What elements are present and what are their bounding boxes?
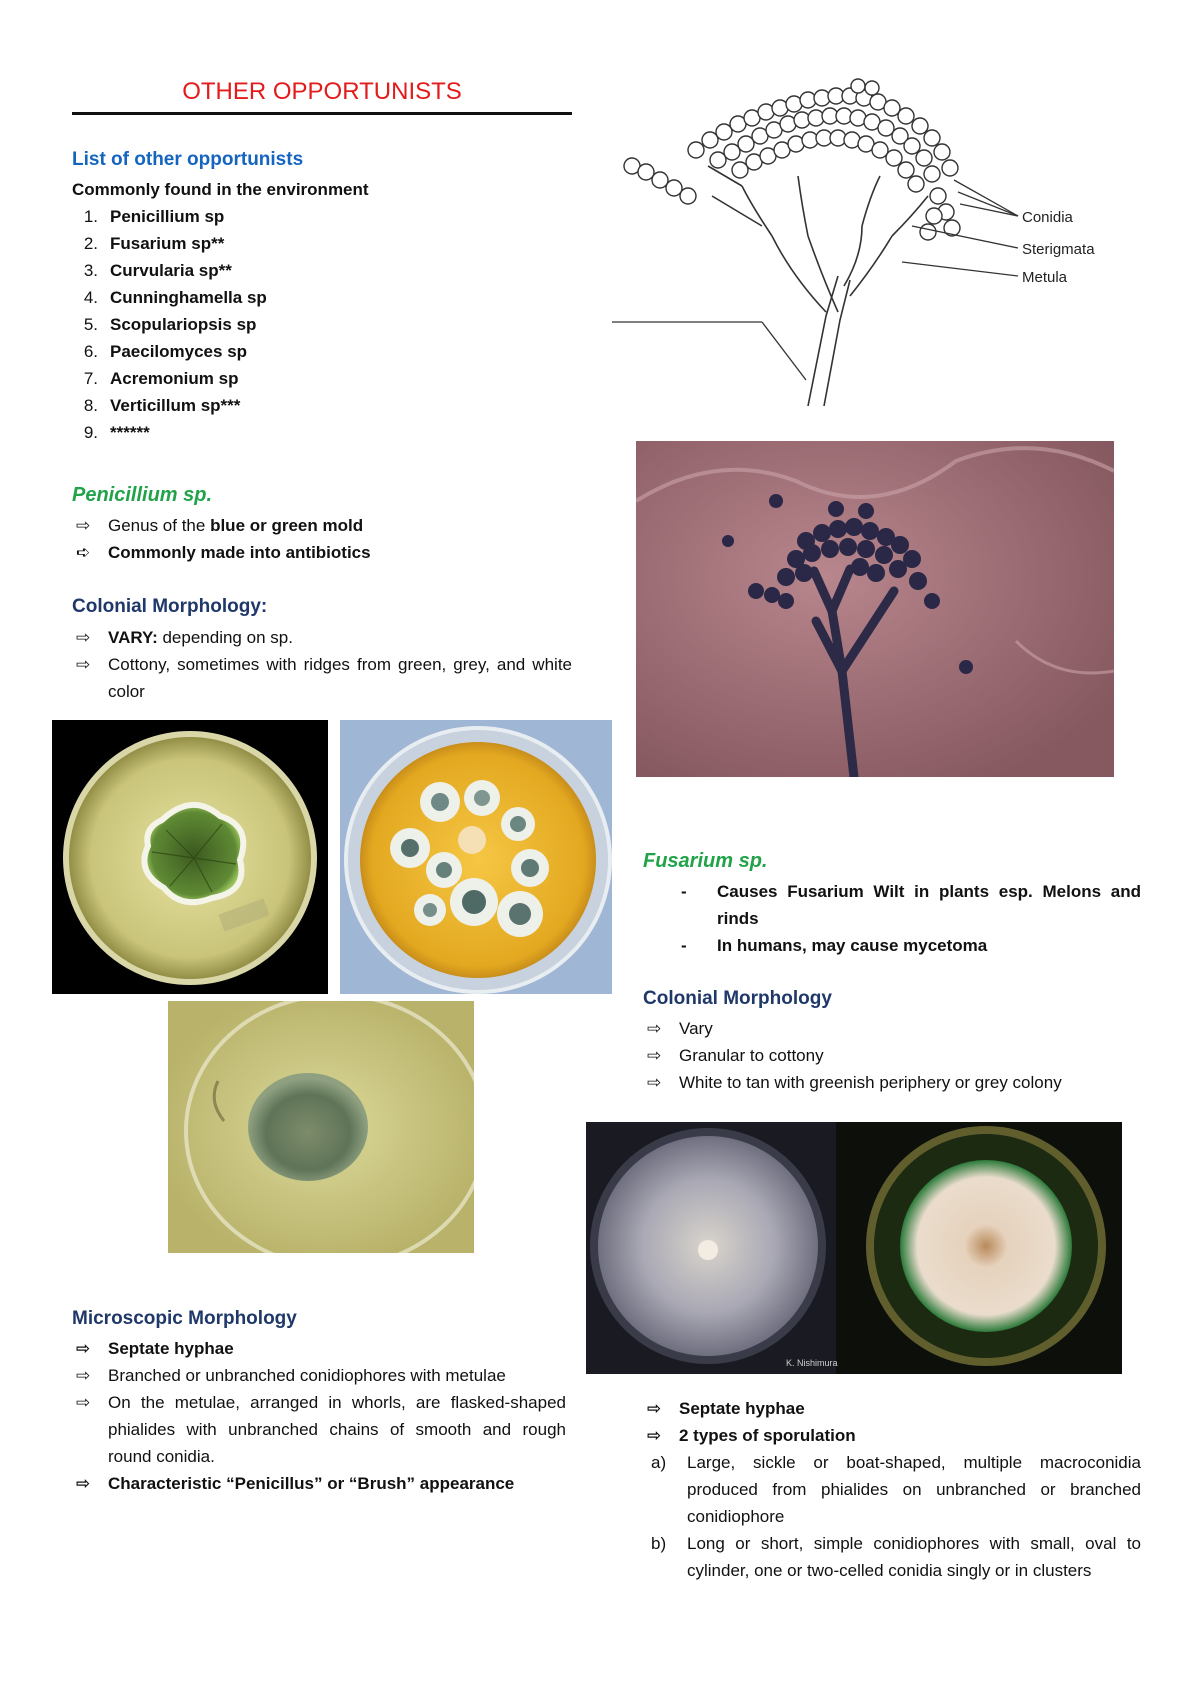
sterigmata-label: Sterigmata xyxy=(1022,241,1095,258)
list-item: 3. Curvularia sp** xyxy=(83,261,232,280)
opportunists-subheading: Commonly found in the environment xyxy=(72,180,369,199)
list-item: 2. Fusarium sp** xyxy=(83,234,225,253)
list-item: 9. ****** xyxy=(83,423,150,442)
right-arrow-icon: ⇨ xyxy=(647,1073,662,1092)
penicillium-culture-photo-2 xyxy=(340,720,612,994)
right-arrow-icon: ⇨ xyxy=(647,1426,662,1445)
list-item: - Causes Fusarium Wilt in plants esp. Melons and rinds xyxy=(681,882,1141,928)
list-item: ⇨ 2 types of sporulation xyxy=(643,1422,1141,1449)
list-item: 1. Penicillium sp xyxy=(83,207,225,226)
page-title: OTHER OPPORTUNISTS xyxy=(182,78,462,105)
fusarium-facts-list xyxy=(643,878,1141,959)
fusarium-micro-list xyxy=(643,1395,1141,1449)
penicillium-colonial-list xyxy=(72,624,572,705)
penicillium-colonial-heading: Colonial Morphology: xyxy=(72,596,268,617)
list-item: ⇨ White to tan with greenish periphery or grey colony xyxy=(643,1069,1141,1096)
fusarium-colonial-list xyxy=(643,1015,1141,1096)
right-arrow-icon: ⇨ xyxy=(76,1366,91,1385)
list-item: ⇨ VARY: depending on sp. xyxy=(72,624,572,651)
right-arrow-icon: ⇨ xyxy=(647,1399,662,1418)
sporulation-list xyxy=(643,1449,1141,1584)
right-arrow-icon: ⇨ xyxy=(76,1474,91,1493)
penicillium-bullets xyxy=(72,512,572,566)
title-divider xyxy=(72,112,572,115)
list-item: a) Large, sickle or boat-shaped, multiple macroconidia produced from phialides on unbranched or branched conidiophore xyxy=(651,1453,1141,1526)
list-item: ⇨ On the metulae, arranged in whorls, are flasked-shaped phialides with unbranched chains of smooth and rough round conidia. xyxy=(72,1389,566,1470)
penicillium-structure-diagram xyxy=(612,76,1122,416)
penicillium-culture-photo-1 xyxy=(52,720,328,994)
list-item: 5. Scopulariopsis sp xyxy=(83,315,257,334)
list-item: 8. Verticillum sp*** xyxy=(83,396,241,415)
list-item: ⇨ Septate hyphae xyxy=(643,1395,1141,1422)
opportunists-heading: List of other opportunists xyxy=(72,149,304,170)
right-arrow-icon: ⇨ xyxy=(76,1393,91,1412)
metula-label: Metula xyxy=(1022,269,1068,286)
penicillium-micrograph-photo xyxy=(636,441,1114,777)
list-item: ⇨ Cottony, sometimes with ridges from green, grey, and white color xyxy=(72,651,572,705)
conidia-label: Conidia xyxy=(1022,209,1073,226)
fusarium-culture-photo xyxy=(586,1122,1122,1374)
list-item: ⇨ Genus of the blue or green mold xyxy=(72,512,572,539)
opportunists-list xyxy=(60,203,500,446)
list-item: ⇨ Septate hyphae xyxy=(72,1335,566,1362)
right-arrow-icon: ⇨ xyxy=(647,1046,662,1065)
list-item: - In humans, may cause mycetoma xyxy=(681,936,988,955)
fusarium-colonial-heading: Colonial Morphology xyxy=(643,988,832,1009)
list-item: ⇨ Granular to cottony xyxy=(643,1042,1141,1069)
list-item: 4. Cunninghamella sp xyxy=(83,288,267,307)
right-arrow-icon: ➪ xyxy=(76,543,91,562)
list-item: b) Long or short, simple conidiophores with small, oval to cylinder, one or two-celled conidia singly or in clusters xyxy=(651,1534,1141,1580)
right-arrow-icon: ⇨ xyxy=(76,655,91,674)
penicillium-heading: Penicillium sp. xyxy=(72,484,213,506)
list-item: ⇨ Branched or unbranched conidiophores with metulae xyxy=(72,1362,566,1389)
right-arrow-icon: ⇨ xyxy=(76,628,91,647)
penicillium-micro-list xyxy=(72,1335,566,1497)
fusarium-heading: Fusarium sp. xyxy=(643,850,768,872)
right-arrow-icon: ⇨ xyxy=(647,1019,662,1038)
list-item: ⇨ Vary xyxy=(643,1015,1141,1042)
list-item: 6. Paecilomyces sp xyxy=(83,342,248,361)
list-item: ⇨ Characteristic “Penicillus” or “Brush” appearance xyxy=(72,1470,566,1497)
right-arrow-icon: ⇨ xyxy=(76,516,91,535)
list-item: ➪ Commonly made into antibiotics xyxy=(72,539,572,566)
penicillium-micro-heading: Microscopic Morphology xyxy=(72,1308,297,1329)
penicillium-culture-photo-3 xyxy=(168,1001,474,1253)
list-item: 7. Acremonium sp xyxy=(83,369,239,388)
right-arrow-icon: ⇨ xyxy=(76,1339,91,1358)
photo-credit: K. Nishimura xyxy=(786,1358,838,1368)
